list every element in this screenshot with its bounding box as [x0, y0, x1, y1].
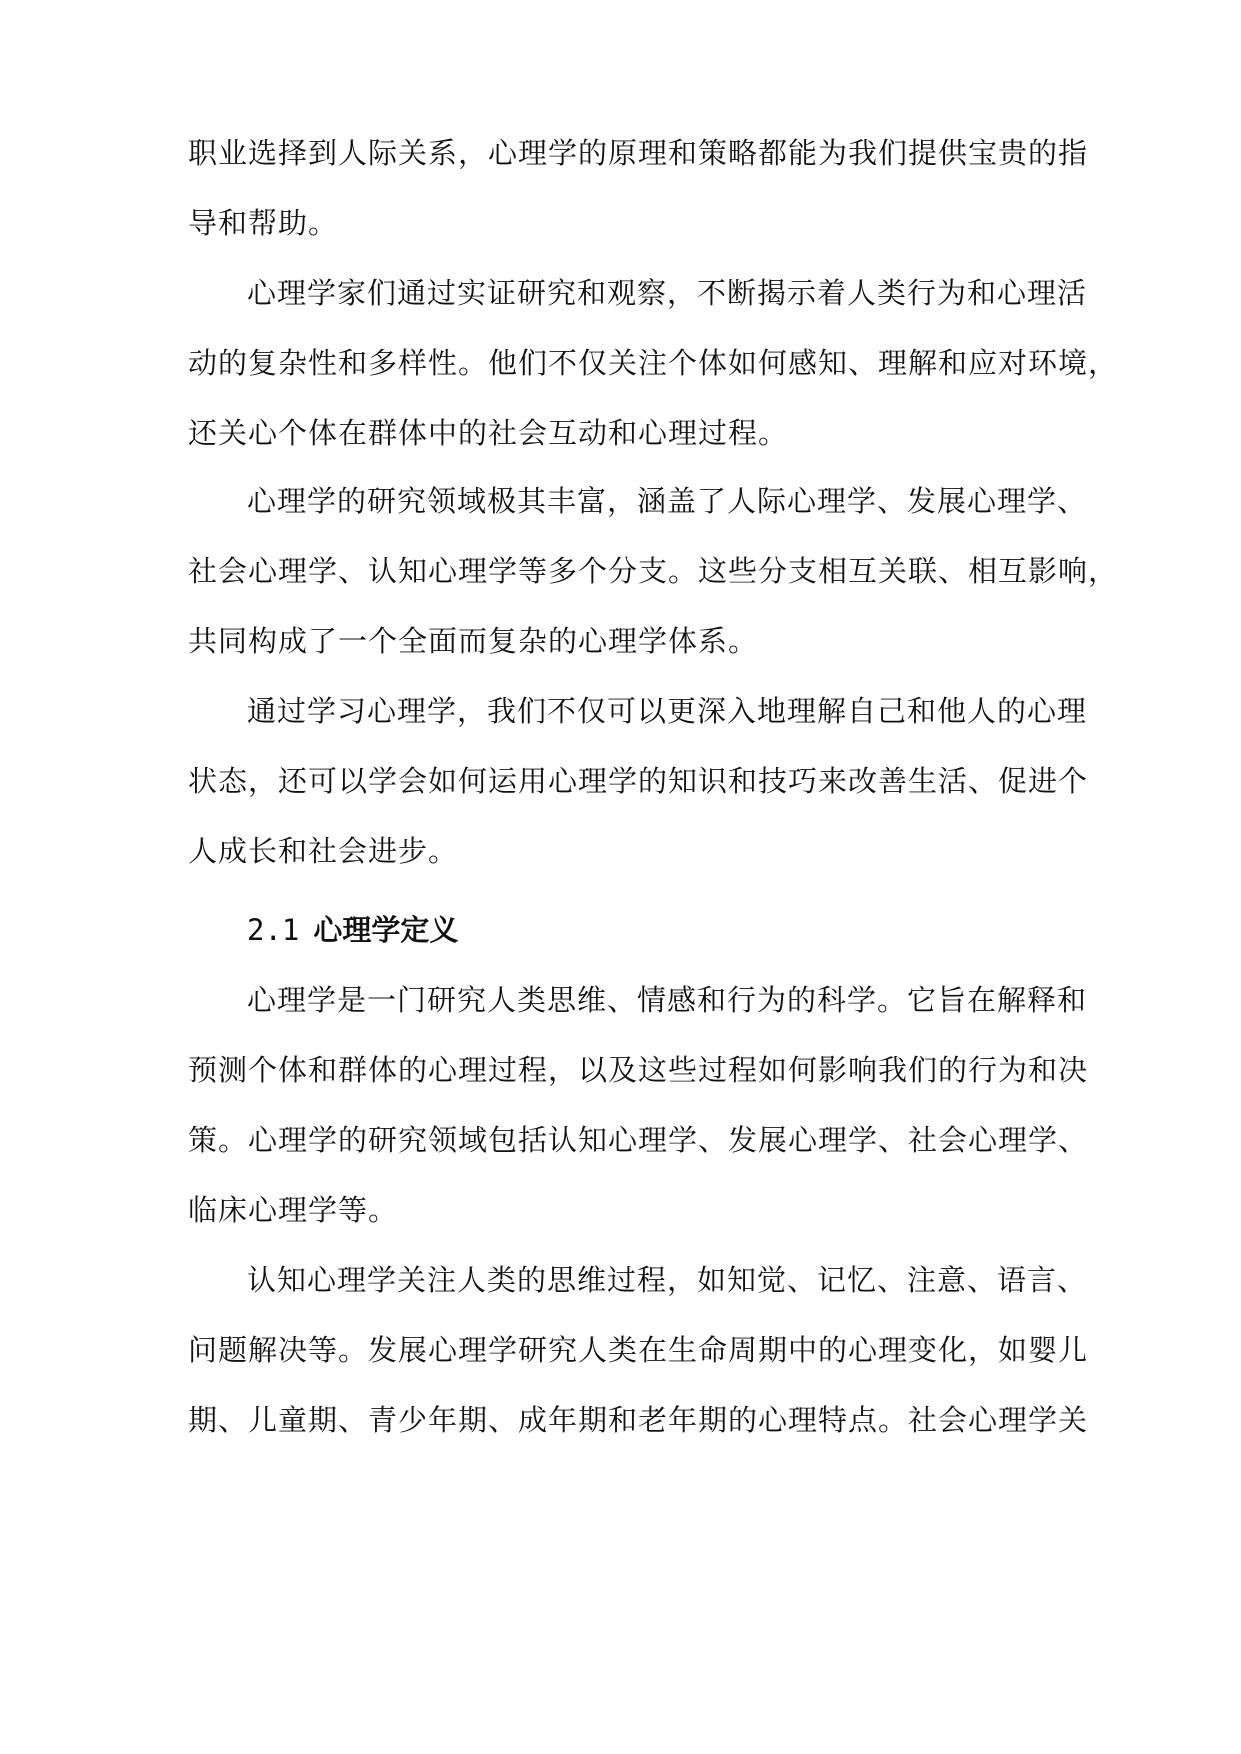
paragraph-line: 人成长和社会进步。: [188, 834, 459, 868]
paragraph-line: 心理学家们通过实证研究和观察，不断揭示着人类行为和心理活: [247, 276, 1088, 310]
paragraph-line: 共同构成了一个全面而复杂的心理学体系。: [188, 624, 759, 658]
section-heading: [247, 910, 458, 950]
paragraph-line: 职业选择到人际关系，心理学的原理和策略都能为我们提供宝贵的指: [188, 136, 1089, 170]
paragraph-line: 问题解决等。发展心理学研究人类在生命周期中的心理变化，如婴儿: [188, 1333, 1089, 1367]
section-title: 心理学定义: [313, 913, 459, 947]
paragraph-line: 社会心理学、认知心理学等多个分支。这些分支相互关联、相互影响，: [188, 554, 1119, 588]
section-number: 2.1: [247, 913, 300, 947]
paragraph-line: 策。心理学的研究领域包括认知心理学、发展心理学、社会心理学、: [188, 1123, 1089, 1157]
paragraph-line: 导和帮助。: [188, 206, 339, 240]
paragraph-line: 临床心理学等。: [188, 1193, 399, 1227]
paragraph-line: 动的复杂性和多样性。他们不仅关注个体如何感知、理解和应对环境，: [188, 346, 1119, 380]
paragraph-line: 通过学习心理学，我们不仅可以更深入地理解自己和他人的心理: [247, 694, 1088, 728]
paragraph-line: 心理学的研究领域极其丰富，涵盖了人际心理学、发展心理学、: [247, 484, 1088, 518]
paragraph-line: 心理学是一门研究人类思维、情感和行为的科学。它旨在解释和: [247, 983, 1088, 1017]
paragraph-line: 期、儿童期、青少年期、成年期和老年期的心理特点。社会心理学关: [188, 1403, 1089, 1437]
paragraph-line: 预测个体和群体的心理过程，以及这些过程如何影响我们的行为和决: [188, 1053, 1089, 1087]
paragraph-line: 状态，还可以学会如何运用心理学的知识和技巧来改善生活、促进个: [188, 764, 1089, 798]
paragraph-line: 认知心理学关注人类的思维过程，如知觉、记忆、注意、语言、: [247, 1263, 1088, 1297]
paragraph-line: 还关心个体在群体中的社会互动和心理过程。: [188, 416, 789, 450]
